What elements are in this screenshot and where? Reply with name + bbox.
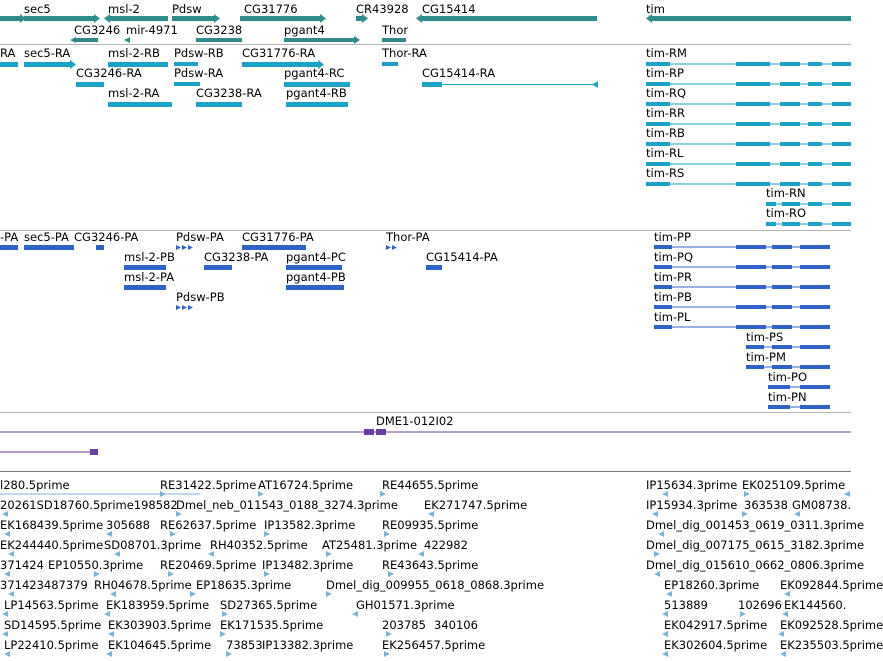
est-label[interactable]: RE20469.5prime — [160, 558, 257, 572]
transcript-label[interactable]: pgant4-RC — [284, 66, 345, 80]
est-label[interactable]: IP15634.3prime — [646, 478, 738, 492]
est-label[interactable]: RH04678.5prime — [94, 578, 192, 592]
est-label[interactable]: AT25481.3prime — [322, 538, 418, 552]
protein-label[interactable]: pgant4-PC — [286, 250, 346, 264]
gene-label[interactable]: tim — [646, 2, 665, 16]
track-separator — [0, 471, 851, 472]
gene-label[interactable]: CR43928 — [356, 2, 409, 16]
est-label[interactable]: EK244440.5prime — [0, 538, 104, 552]
gene-label[interactable]: sec5 — [24, 2, 51, 16]
est-track — [0, 491, 850, 657]
protein-label[interactable]: Thor-PA — [386, 230, 430, 244]
est-label[interactable]: SD27365.5prime — [220, 598, 318, 612]
gene-label[interactable]: Pdsw — [172, 2, 202, 16]
est-label[interactable]: EK303903.5prime — [108, 618, 212, 632]
est-label[interactable]: SD08701.3prime — [104, 538, 202, 552]
est-label[interactable]: 102696 — [738, 598, 782, 612]
est-label[interactable]: EK171535.5prime — [220, 618, 324, 632]
est-label[interactable]: AT16724.5prime — [258, 478, 354, 492]
protein-label[interactable]: tim-PQ — [654, 250, 694, 264]
protein-label[interactable]: sec5-PA — [24, 230, 69, 244]
gene-label[interactable]: pgant4 — [284, 23, 325, 37]
transcript-label[interactable]: Pdsw-RA — [174, 66, 224, 80]
est-label[interactable]: EP18635.3prime — [196, 578, 292, 592]
est-label[interactable]: EK025109.5prime — [742, 478, 846, 492]
gene-label[interactable]: mir-4971 — [126, 23, 178, 37]
transcript-label[interactable]: Thor-RA — [382, 46, 427, 60]
protein-label[interactable]: msl-2-PB — [124, 250, 175, 264]
est-label[interactable]: RE44655.5prime — [382, 478, 479, 492]
est-label[interactable]: l280.5prime — [0, 478, 70, 492]
gene-label[interactable]: CG3238 — [196, 23, 243, 37]
est-label[interactable]: EK042917.5prime — [664, 618, 768, 632]
transcript-label[interactable]: tim-RR — [646, 106, 686, 120]
est-label[interactable]: Dmel_dig_007175_0615_3182.3prime — [646, 538, 865, 552]
transcript-label[interactable]: tim-RB — [646, 126, 685, 140]
est-label[interactable]: 363538 — [744, 498, 788, 512]
protein-label[interactable]: Pdsw-PB — [176, 290, 225, 304]
est-label[interactable]: Dmel_dig_009955_0618_0868.3prime — [326, 578, 545, 592]
est-label[interactable]: 73853 — [226, 638, 263, 652]
protein-label[interactable]: tim-PN — [768, 390, 807, 404]
protein-label[interactable]: tim-PR — [654, 270, 692, 284]
transcript-label[interactable]: CG15414-RA — [422, 66, 496, 80]
track-separator — [0, 412, 851, 413]
transcript-label[interactable]: tim-RP — [646, 66, 684, 80]
est-label[interactable]: GH01571.3prime — [356, 598, 455, 612]
est-label[interactable]: EK271747.5prime — [424, 498, 528, 512]
est-label[interactable]: EK168439.5prime — [0, 518, 104, 532]
transcript-label[interactable]: tim-RN — [766, 186, 806, 200]
est-label[interactable]: EK144560. — [784, 598, 847, 612]
gene-label[interactable]: Thor — [382, 23, 409, 37]
transcript-label[interactable]: CG3238-RA — [196, 86, 262, 100]
transcript-label[interactable]: msl-2-RB — [108, 46, 160, 60]
est-label[interactable]: IP15934.3prime — [646, 498, 738, 512]
protein-label[interactable]: CG31776-PA — [242, 230, 314, 244]
est-label[interactable]: EP18260.3prime — [664, 578, 760, 592]
protein-label[interactable]: msl-2-PA — [124, 270, 175, 284]
transcript-label[interactable]: tim-RO — [766, 206, 807, 220]
est-label[interactable]: 422982 — [424, 538, 468, 552]
protein-label[interactable]: tim-PO — [768, 370, 808, 384]
est-label[interactable]: 203785 — [382, 618, 426, 632]
est-label[interactable]: EK092528.5prime — [780, 618, 883, 632]
est-label[interactable]: EK104645.5prime — [108, 638, 212, 652]
transcript-label[interactable]: CG31776-RA — [242, 46, 316, 60]
est-label[interactable]: RH40352.5prime — [210, 538, 308, 552]
est-label[interactable]: 371423487379 — [0, 578, 88, 592]
transcript-label[interactable]: sec5-RA — [24, 46, 71, 60]
gene-label[interactable]: CG3246 — [74, 23, 121, 37]
transcript-label[interactable]: RA — [0, 46, 16, 60]
transcript-label[interactable]: CG3246-RA — [76, 66, 142, 80]
est-label[interactable]: 340106 — [434, 618, 478, 632]
est-label[interactable]: IP13382.3prime — [262, 638, 354, 652]
protein-label[interactable]: CG15414-PA — [426, 250, 498, 264]
protein-label[interactable]: tim-PL — [654, 310, 691, 324]
clone-track — [0, 429, 851, 455]
transcript-label[interactable]: pgant4-RB — [286, 86, 347, 100]
protein-label[interactable]: tim-PB — [654, 290, 692, 304]
est-label[interactable]: 371424 — [0, 558, 44, 572]
track-separator — [0, 44, 851, 45]
est-label[interactable]: GM08738. — [792, 498, 852, 512]
est-label[interactable]: 20261SD18760.5prime198582 — [0, 498, 178, 512]
transcript-label[interactable]: tim-RS — [646, 166, 685, 180]
est-label[interactable]: EK302604.5prime — [664, 638, 768, 652]
est-label[interactable]: Dmel_dig_001453_0619_0311.3prime — [646, 518, 865, 532]
est-label[interactable]: 305688 — [106, 518, 150, 532]
transcript-label[interactable]: tim-RL — [646, 146, 684, 160]
protein-label[interactable]: pgant4-PB — [286, 270, 346, 284]
est-label[interactable]: SD14595.5prime — [4, 618, 102, 632]
transcript-label[interactable]: tim-RQ — [646, 86, 687, 100]
est-label[interactable]: EK183959.5prime — [106, 598, 210, 612]
est-label[interactable]: Dmel_neb_011543_0188_3274.3prime — [176, 498, 398, 512]
est-label[interactable]: EK235503.5prime — [780, 638, 883, 652]
transcript-label[interactable]: Pdsw-RB — [174, 46, 224, 60]
est-label[interactable]: RE43643.5prime — [382, 558, 479, 572]
gene-label[interactable]: msl-2 — [108, 2, 140, 16]
protein-label[interactable]: Pdsw-PA — [176, 230, 224, 244]
gene-label[interactable]: CG31776 — [244, 2, 298, 16]
protein-label[interactable]: tim-PP — [654, 230, 691, 244]
est-label[interactable]: 513889 — [664, 598, 708, 612]
est-label[interactable]: LP22410.5prime — [4, 638, 99, 652]
est-label[interactable]: EK092844.5prime — [780, 578, 883, 592]
est-label[interactable]: LP14563.5prime — [4, 598, 99, 612]
protein-label[interactable]: tim-PM — [746, 350, 786, 364]
clone-label[interactable]: DME1-012I02 — [376, 414, 454, 428]
est-label[interactable]: IP13482.3prime — [262, 558, 354, 572]
transcript-label[interactable]: tim-RM — [646, 46, 687, 60]
est-label[interactable]: Dmel_dig_015610_0662_0806.3prime — [646, 558, 865, 572]
protein-label[interactable]: CG3246-PA — [74, 230, 139, 244]
est-label[interactable]: RE31422.5prime — [160, 478, 257, 492]
est-label[interactable]: IP13582.3prime — [264, 518, 356, 532]
transcript-label[interactable]: msl-2-RA — [108, 86, 160, 100]
est-label[interactable]: RE62637.5prime — [160, 518, 257, 532]
protein-label[interactable]: CG3238-PA — [204, 250, 269, 264]
est-label[interactable]: EP10550.3prime — [48, 558, 144, 572]
protein-label[interactable]: -PA — [0, 230, 19, 244]
est-label[interactable]: RE09935.5prime — [382, 518, 479, 532]
est-label[interactable]: EK256457.5prime — [382, 638, 486, 652]
protein-label[interactable]: tim-PS — [746, 330, 784, 344]
gene-label[interactable]: CG15414 — [422, 2, 476, 16]
